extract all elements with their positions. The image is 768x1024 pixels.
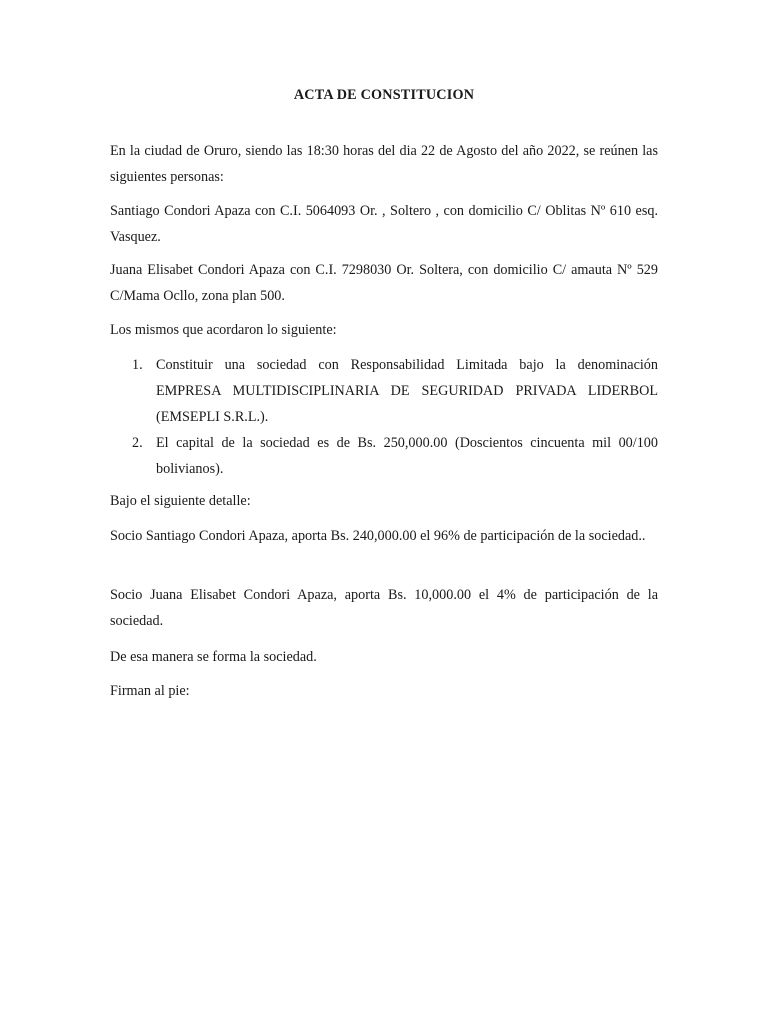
list-item-number: 1. [132, 357, 143, 373]
signatures-label: Firman al pie: [110, 683, 190, 699]
partner-1-paragraph: Socio Santiago Condori Apaza, aporta Bs. 240,000.00 el 96% de participación de la sociedad.. [110, 528, 646, 544]
partner-2-paragraph: Socio Juana Elisabet Condori Apaza, aporta Bs. 10,000.00 el 4% de participación de la sociedad. [110, 587, 658, 629]
list-item-number: 2. [132, 435, 143, 451]
detail-intro: Bajo el siguiente detalle: [110, 493, 251, 509]
person-2-paragraph: Juana Elisabet Condori Apaza con C.I. 7298030 Or. Soltera, con domicilio C/ amauta Nº 529 C/Mama Ocllo, zona plan 500. [110, 262, 658, 304]
document-title: ACTA DE CONSTITUCION [293, 87, 475, 103]
intro-paragraph: En la ciudad de Oruro, siendo las 18:30 horas del dia 22 de Agosto del año 2022, se reúnen las siguientes personas: [110, 143, 658, 185]
list-item [110, 430, 658, 482]
agreements-list [110, 352, 658, 482]
list-item [110, 352, 658, 430]
agreement-intro: Los mismos que acordaron lo siguiente: [110, 322, 337, 338]
person-1-paragraph: Santiago Condori Apaza con C.I. 5064093 Or. , Soltero , con domicilio C/ Oblitas Nº 610 esq. Vasquez. [110, 203, 658, 245]
list-item-text: Constituir una sociedad con Responsabilidad Limitada bajo la denominación EMPRESA MULTIDISCIPLINARIA DE SEGURIDAD PRIVADA LIDERBOL (EMSEPLI S.R.L.). [156, 357, 658, 425]
closing-paragraph: De esa manera se forma la sociedad. [110, 649, 317, 665]
list-item-text: El capital de la sociedad es de Bs. 250,000.00 (Doscientos cincuenta mil 00/100 bolivianos). [156, 435, 658, 477]
